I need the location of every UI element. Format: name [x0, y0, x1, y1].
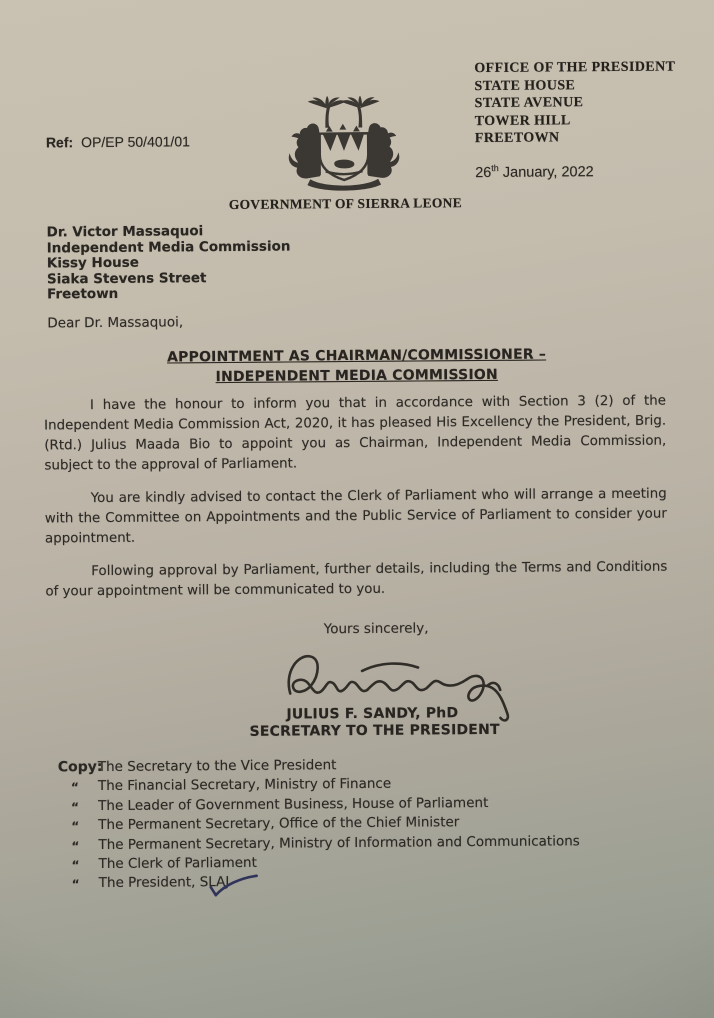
copy-list: [58, 755, 580, 895]
government-title: GOVERNMENT OF SIERRA LEONE: [228, 195, 463, 213]
letterhead-line: TOWER HILL: [474, 112, 571, 129]
palm-tree-icon: [308, 96, 347, 128]
subject-line-2: INDEPENDENT MEDIA COMMISSION: [215, 366, 498, 385]
signatory-name: JULIUS F. SANDY, PhD: [286, 705, 459, 723]
recipient-org: Independent Media Commission: [46, 238, 291, 257]
valediction: Yours sincerely,: [323, 620, 429, 638]
body-paragraph: Following approval by Parliament, further details, including the Terms and Conditions of your appointment will be communicated to you.: [45, 559, 668, 600]
copy-label: Copy:: [57, 759, 103, 776]
salutation: Dear Dr. Massaquoi,: [47, 314, 184, 332]
letterhead-address: [474, 58, 676, 147]
recipient-city: Freetown: [47, 286, 119, 303]
letterhead-line: STATE HOUSE: [474, 77, 576, 94]
recipient-name: Dr. Victor Massaquoi: [46, 223, 204, 241]
lion-icon: [289, 124, 321, 179]
ditto-mark: “: [71, 819, 80, 834]
date-day: 26: [475, 164, 492, 182]
copy-item: The President, SLAJ: [98, 874, 230, 892]
reference-value: OP/EP 50/401/01: [81, 133, 190, 151]
palm-tree-icon: [341, 96, 380, 128]
copy-item: The Secretary to the Vice President: [97, 757, 337, 776]
copy-item: The Leader of Government Business, House of Parliament: [98, 794, 489, 814]
date-rest: January, 2022: [498, 164, 594, 181]
body-paragraph: You are kindly advised to contact the Clerk of Parliament who will arrange a meeting with the Committee on Appointments and the Public Service of Parliament to consider your appointment.: [44, 486, 667, 547]
copy-row: [59, 872, 581, 895]
copy-item: The Permanent Secretary, Office of the Chief Minister: [98, 814, 460, 834]
letterhead-line: OFFICE OF THE PRESIDENT: [474, 59, 676, 77]
sierra-leone-coat-of-arms-icon: [281, 96, 408, 195]
copy-item: The Permanent Secretary, Ministry of Information and Communications: [98, 832, 580, 853]
subject-heading: [47, 345, 667, 389]
letter-body: [44, 392, 668, 616]
recipient-street: Siaka Stevens Street: [46, 269, 207, 288]
lion-icon: [367, 123, 399, 178]
signatory-title: SECRETARY TO THE PRESIDENT: [249, 721, 500, 740]
ditto-mark: “: [71, 799, 80, 815]
date-ordinal: th: [491, 163, 499, 174]
reference-label: Ref:: [45, 134, 74, 151]
letterhead-line: STATE AVENUE: [474, 95, 584, 112]
recipient-building: Kissy House: [46, 254, 139, 272]
ditto-mark: “: [71, 858, 80, 873]
ditto-mark: “: [70, 780, 79, 795]
reference-line: [46, 133, 190, 150]
body-paragraph: I have the honour to inform you that in accordance with Section 3 (2) of the Independent Media Commission Act, 2020, it has pleased His Excellency the President, Brig. (Rtd.) Julius Maada Bio to appoint you as Chairman, Independent Media Commission, subject to the approval of Parliament.: [44, 393, 667, 474]
ditto-mark: “: [71, 877, 80, 892]
copy-item: The Clerk of Parliament: [98, 854, 257, 872]
checkmark-annotation: [205, 873, 261, 901]
recipient-address: [47, 224, 291, 304]
letter-date: [475, 164, 594, 181]
subject-line-1: APPOINTMENT AS CHAIRMAN/COMMISSIONER –: [167, 346, 547, 366]
ditto-mark: “: [71, 838, 80, 853]
copy-item: The Financial Secretary, Ministry of Finance: [97, 776, 392, 795]
letterhead-line: FREETOWN: [474, 130, 560, 147]
